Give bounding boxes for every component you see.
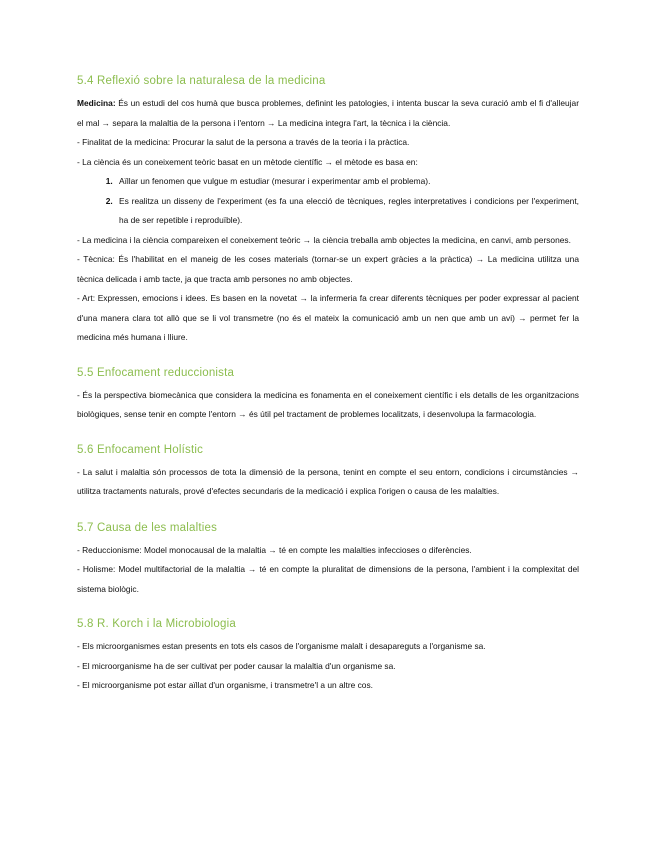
paragraph-finalitat: - Finalitat de la medicina: Procurar la salut de la persona a través de la teoria i la pràctica. (77, 137, 410, 147)
paragraph-ciencia: - La ciència és un coneixement teòric basat en un mètode científic → el mètode es basa en: (77, 156, 418, 167)
paragraph-holisme: - Holisme: Model multifactorial de la malaltia → té en compte la pluralitat de dimensions de la persona, l'ambient i la complexitat del sistema biològic. (77, 564, 579, 594)
term-medicina: Medicina: (77, 98, 116, 108)
section-heading: 5.8 R. Korch i la Microbiologia (77, 618, 236, 630)
paragraph-comparacio: - La medicina i la ciència compareixen el coneixement teòric → la ciència treballa amb objectes la medicina, en canvi, amb persones. (77, 234, 571, 245)
section-heading: 5.7 Causa de les malalties (77, 521, 218, 534)
section-5-5 (77, 365, 579, 425)
list-item: - El microorganisme ha de ser cultivat per poder causar la malaltia d'un organisme sa. (77, 660, 396, 671)
list-item: 1. Aïllar un fenomen que vulgue m estudiar (mesurar i experimentar amb el problema). (115, 172, 579, 192)
section-heading: 5.6 Enfocament Holístic (77, 443, 204, 456)
paragraph-holistic: - La salut i malaltia són processos de tota la dimensió de la persona, tenint en compte el seu entorn, condicions i circumstàncies → utilitza tractaments naturals, prové d'efectes secundaris de la medicació i explica l'origen o causa de les malalties. (77, 466, 579, 496)
paragraph-art: - Art: Expressen, emocions i idees. Es basen en la novetat → la infermeria fa crear diferents tècniques per poder expressar al pacient d'una manera clara tot allò que se li vol transmetre (no és el mateix la comunicació amb un nen que amb un avi) → permet fer la medicina més humana i lliure. (77, 293, 579, 342)
section-5-4 (77, 73, 579, 348)
section-5-8 (77, 616, 579, 696)
paragraph-medicina (77, 94, 579, 133)
method-steps-list (77, 172, 579, 231)
list-item: - Els microorganismes estan presents en tots els casos de l'organisme malalt i desapareguts a l'organisme sa. (77, 641, 486, 651)
medicina-definition: És un estudi del cos humà que busca problemes, definint les patologies, i intenta buscar la seva curació amb el fi d'alleujar el mal → separa la malaltia de la persona i l'entorn → La medicina integra l'art, la tècnica i la ciència. (77, 98, 579, 128)
paragraph-reduccionista: - És la perspectiva biomecànica que considera la medicina es fonamenta en el coneixement científic i els detalls de les organitzacions biològiques, sense tenir en compte l'entorn → és útil pel tractament de problemes localitzats, i desenvolupa la farmacologia. (77, 389, 579, 419)
section-heading: 5.4 Reflexió sobre la naturalesa de la medicina (77, 75, 326, 87)
list-item: - El microorganisme pot estar aïllat d'un organisme, i transmetre'l a un altre cos. (77, 680, 373, 690)
section-heading: 5.5 Enfocament reduccionista (77, 366, 235, 379)
section-5-6 (77, 442, 579, 502)
list-item: 2. Es realitza un disseny de l'experiment (es fa una elecció de tècniques, regles interpretatives i condicions per l'experiment, ha de ser repetible i reproduïble). (115, 192, 579, 231)
paragraph-tecnica: - Tècnica: És l'habilitat en el maneig de les coses materials (tornar-se un expert gràcies a la pràctica) → La medicina utilitza una tècnica delicada i amb tacte, ja que tracta amb persones no amb objectes. (77, 254, 579, 284)
section-5-7 (77, 520, 579, 600)
paragraph-reduccionisme: - Reduccionisme: Model monocausal de la malaltia → té en compte les malalties infeccioses o diferències. (77, 544, 472, 555)
